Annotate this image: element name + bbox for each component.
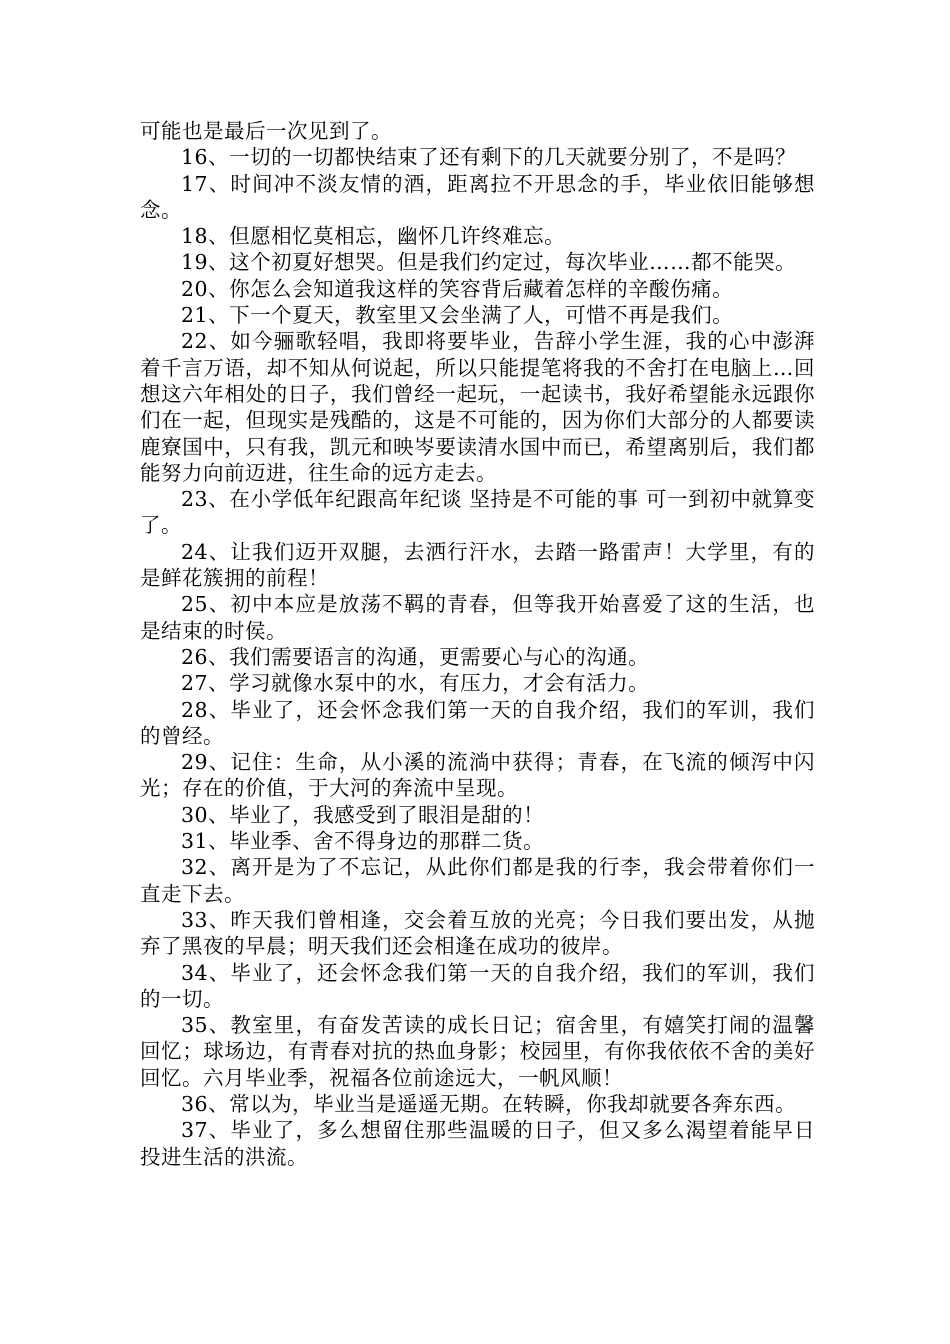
paragraph-17: 17、时间冲不淡友情的酒，距离拉不开思念的手，毕业依旧能够想念。 (140, 171, 815, 222)
paragraph-30: 30、毕业了，我感受到了眼泪是甜的！ (181, 802, 545, 827)
paragraph-20: 20、你怎么会知道我这样的笑容背后藏着怎样的辛酸伤痛。 (181, 276, 734, 301)
paragraph-18: 18、但愿相忆莫相忘，幽怀几许终难忘。 (181, 224, 566, 249)
paragraph-35: 35、教室里，有奋发苦读的成长日记；宿舍里，有嬉笑打闹的温馨回忆；球场边，有青春对抗的热血身影；校园里，有你我依依不舍的美好回忆。六月毕业季，祝福各位前途远大，一帆风顺！ (140, 1013, 815, 1090)
paragraph-continuation: 可能也是最后一次见到了。 (140, 119, 392, 143)
document-body (140, 118, 815, 1170)
paragraph-22: 22、如今骊歌轻唱，我即将要毕业，告辞小学生涯，我的心中澎湃着千言万语，却不知从何说起，所以只能提笔将我的不舍打在电脑上…回想这六年相处的日子，我们曾经一起玩，一起读书，我好希望能永远跟你们在一起，但现实是残酷的，这是不可能的，因为你们大部分的人都要读鹿寮国中，只有我，凯元和映岑要读清水国中而已，希望离别后，我们都能努力向前迈进，往生命的远方走去。 (140, 329, 815, 485)
paragraph-36: 36、常以为，毕业当是遥遥无期。在转瞬，你我却就要各奔东西。 (181, 1091, 797, 1116)
paragraph-16: 16、一切的一切都快结束了还有剩下的几天就要分别了，不是吗？ (181, 145, 797, 170)
paragraph-34: 34、毕业了，还会怀念我们第一天的自我介绍，我们的军训，我们的一切。 (140, 960, 815, 1011)
paragraph-33: 33、昨天我们曾相逢，交会着互放的光亮；今日我们要出发，从抛弃了黑夜的早晨；明天我们还会相逢在成功的彼岸。 (140, 907, 815, 959)
paragraph-23: 23、在小学低年纪跟高年纪谈 坚持是不可能的事 可一到初中就算变了。 (140, 487, 815, 538)
paragraph-31: 31、毕业季、舍不得身边的那群二货。 (181, 829, 545, 854)
paragraph-32: 32、离开是为了不忘记，从此你们都是我的行李，我会带着你们一直走下去。 (140, 855, 815, 906)
paragraph-29: 29、记住：生命，从小溪的流淌中获得；青春，在飞流的倾泻中闪光；存在的价值，于大河的奔流中呈现。 (140, 750, 815, 801)
paragraph-37: 37、毕业了，多么想留住那些温暖的日子，但又多么渴望着能早日投进生活的洪流。 (140, 1118, 815, 1169)
paragraph-25: 25、初中本应是放荡不羁的青春，但等我开始喜爱了这的生活，也是结束的时侯。 (140, 592, 815, 643)
paragraph-19: 19、这个初夏好想哭。但是我们约定过，每次毕业……都不能哭。 (181, 250, 797, 275)
paragraph-21: 21、下一个夏天，教室里又会坐满了人，可惜不再是我们。 (181, 303, 734, 328)
paragraph-24: 24、让我们迈开双腿，去洒行汗水，去踏一路雷声！大学里，有的是鲜花簇拥的前程！ (140, 539, 815, 591)
paragraph-28: 28、毕业了，还会怀念我们第一天的自我介绍，我们的军训，我们的曾经。 (140, 697, 815, 748)
paragraph-27: 27、学习就像水泵中的水，有压力，才会有活力。 (181, 671, 650, 696)
paragraph-26: 26、我们需要语言的沟通，更需要心与心的沟通。 (181, 644, 650, 669)
